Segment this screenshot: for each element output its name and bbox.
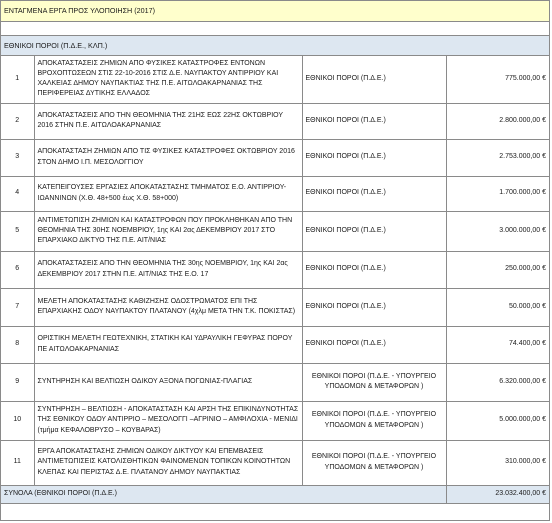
- row-description: ΜΕΛΕΤΗ ΑΠΟΚΑΤΑΣΤΑΣΗΣ ΚΑΘΙΖΗΣΗΣ ΟΔΟΣΤΡΩΜΑΤΟΣ ΕΠΙ ΤΗΣ ΕΠΑΡΧΙΑΚΗΣ ΟΔΟΥ ΝΑΥΠΑΚΤΟΥ ΠΛΑΤΑΝΟΥ (4χλμ ΜΕΤΑ ΤΗΝ Τ.Κ. ΠΟΚΙΣΤΑΣ): [34, 288, 302, 326]
- table-row: [1, 211, 549, 251]
- section-header: [1, 36, 549, 56]
- row-number: 9: [1, 363, 34, 401]
- row-funding-source: ΕΘΝΙΚΟΙ ΠΟΡΟΙ (Π.Δ.Ε.): [302, 139, 446, 176]
- table-row: [1, 103, 549, 139]
- row-amount: 74.400,00 €: [446, 326, 549, 363]
- row-amount: 775.000,00 €: [446, 56, 549, 103]
- row-description: ΚΑΤΕΠΕΙΓΟΥΣΕΣ ΕΡΓΑΣΙΕΣ ΑΠΟΚΑΤΑΣΤΑΣΗΣ ΤΜΗΜΑΤΟΣ Ε.Ο. ΑΝΤΙΡΡΙΟΥ-ΙΩΑΝΝΙΝΩΝ (Χ.Θ. 48+500 έως Χ.Θ. 58+000): [34, 176, 302, 211]
- row-description: ΑΝΤΙΜΕΤΩΠΙΣΗ ΖΗΜΙΩΝ ΚΑΙ ΚΑΤΑΣΤΡΟΦΩΝ ΠΟΥ ΠΡΟΚΛΗΘΗΚΑΝ ΑΠΟ ΤΗΝ ΘΕΟΜΗΝΙΑ ΤΗΣ 30ΗΣ ΝΟΕΜΒΡΙΟΥ, 1ης ΚΑΙ 2ας ΔΕΚΕΜΒΡΙΟΥ 2017 ΣΤΟ ΕΠΑΡΧΙΑΚΟ ΔΙΚΤΥΟ ΤΗΣ Π.Ε. ΑΙΤ/ΝΙΑΣ: [34, 211, 302, 251]
- row-number: 11: [1, 440, 34, 485]
- row-description: ΣΥΝΤΗΡΗΣΗ – ΒΕΛΤΙΩΣΗ - ΑΠΟΚΑΤΑΣΤΑΣΗ ΚΑΙ ΑΡΣΗ ΤΗΣ ΕΠΙΚΙΝΔΥΝΟΤΗΤΑΣ ΤΗΣ ΕΘΝΙΚΟΥ ΟΔΟΥ ΑΝΤΙΡΡΙΟ – ΜΕΣΟΛΟΓΓΙ –ΑΓΡΙΝΙΟ – ΑΜΦΙΛΟΧΙΑ - ΜΕΝΙΔΙ (τμήμα ΚΕΦΑΛΟΒΡΥΣΟ – ΚΟΥΒΑΡΑΣ): [34, 401, 302, 440]
- row-amount: 50.000,00 €: [446, 288, 549, 326]
- row-funding-source: ΕΘΝΙΚΟΙ ΠΟΡΟΙ (Π.Δ.Ε.): [302, 326, 446, 363]
- row-amount: 1.700.000,00 €: [446, 176, 549, 211]
- totals-amount: 23.032.400,00 €: [446, 485, 549, 503]
- row-amount: 2.753.000,00 €: [446, 139, 549, 176]
- row-funding-source: ΕΘΝΙΚΟΙ ΠΟΡΟΙ (Π.Δ.Ε.): [302, 56, 446, 103]
- table-row: [1, 440, 549, 485]
- row-description: ΑΠΟΚΑΤΑΣΤΑΣΗ ΖΗΜΙΩΝ ΑΠΟ ΤΙΣ ΦΥΣΙΚΕΣ ΚΑΤΑΣΤΡΟΦΕΣ ΟΚΤΩΒΡΙΟΥ 2016 ΣΤΟΝ ΔΗΜΟ Ι.Π. ΜΕΣΟΛΟΓΓΙΟΥ: [34, 139, 302, 176]
- document-title: [1, 1, 549, 22]
- table-row: [1, 251, 549, 288]
- row-funding-source: ΕΘΝΙΚΟΙ ΠΟΡΟΙ (Π.Δ.Ε.): [302, 288, 446, 326]
- row-amount: 2.800.000,00 €: [446, 103, 549, 139]
- table-row: [1, 288, 549, 326]
- row-number: 2: [1, 103, 34, 139]
- table-row: [1, 56, 549, 103]
- totals-label: ΣΥΝΟΛΑ (ΕΘΝΙΚΟΙ ΠΟΡΟΙ (Π.Δ.Ε.): [1, 485, 446, 503]
- table-row: [1, 363, 549, 401]
- table-row: [1, 401, 549, 440]
- row-amount: 310.000,00 €: [446, 440, 549, 485]
- row-number: 4: [1, 176, 34, 211]
- row-funding-source: ΕΘΝΙΚΟΙ ΠΟΡΟΙ (Π.Δ.Ε.): [302, 176, 446, 211]
- row-description: ΑΠΟΚΑΤΑΣΤΑΣΕΙΣ ΖΗΜΙΩΝ ΑΠΟ ΦΥΣΙΚΕΣ ΚΑΤΑΣΤΡΟΦΕΣ ΕΝΤΟΝΩΝ ΒΡΟΧΟΠΤΩΣΕΩΝ ΣΤΙΣ 22-10-2016 ΣΤΙΣ Δ.Ε. ΝΑΥΠΑΚΤΟΥ ΑΝΤΙΡΡΙΟΥ ΚΑΙ ΧΑΛΚΕΙΑΣ ΔΗΜΟΥ ΝΑΥΠΑΚΤΙΑΣ ΤΗΣ Π.Ε. ΑΙΤΩΛΟΑΚΑΡΝΑΝΙΑΣ ΤΗΣ ΠΕΡΙΦΕΡΕΙΑΣ ΔΥΤΙΚΗΣ ΕΛΛΑΔΟΣ: [34, 56, 302, 103]
- row-funding-source: ΕΘΝΙΚΟΙ ΠΟΡΟΙ (Π.Δ.Ε.): [302, 211, 446, 251]
- row-funding-source: ΕΘΝΙΚΟΙ ΠΟΡΟΙ (Π.Δ.Ε. - ΥΠΟΥΡΓΕΙΟ ΥΠΟΔΟΜΩΝ & ΜΕΤΑΦΟΡΩΝ ): [302, 401, 446, 440]
- row-number: 1: [1, 56, 34, 103]
- row-amount: 3.000.000,00 €: [446, 211, 549, 251]
- row-funding-source: ΕΘΝΙΚΟΙ ΠΟΡΟΙ (Π.Δ.Ε.): [302, 103, 446, 139]
- table-row: [1, 139, 549, 176]
- row-description: ΟΡΙΣΤΙΚΗ ΜΕΛΕΤΗ ΓΕΩΤΕΧΝΙΚΗ, ΣΤΑΤΙΚΗ ΚΑΙ ΥΔΡΑΥΛΙΚΗ ΓΕΦΥΡΑΣ ΠΟΡΟΥ ΠΕ ΑΙΤΩΛΟΑΚΑΡΝΑΝΙΑΣ: [34, 326, 302, 363]
- row-amount: 6.320.000,00 €: [446, 363, 549, 401]
- row-number: 7: [1, 288, 34, 326]
- projects-table: [1, 56, 549, 504]
- row-description: ΕΡΓΑ ΑΠΟΚΑΤΑΣΤΑΣΗΣ ΖΗΜΙΩΝ ΟΔΙΚΟΥ ΔΙΚΤΥΟΥ ΚΑΙ ΕΠΕΜΒΑΣΕΙΣ ΑΝΤΙΜΕΤΩΠΙΣΕΙΣ ΚΑΤΟΛΙΣΘΗΤΙΚΩΝ ΦΑΙΝΟΜΕΝΩΝ ΤΟΠΙΚΩΝ ΚΟΙΝΟΤΗΤΩΝ ΚΛΕΠΑΣ ΚΑΙ ΠΕΡΙΣΤΑΣ Δ.Ε. ΠΛΑΤΑΝΟΥ ΔΗΜΟΥ ΝΑΥΠΑΚΤΙΑΣ: [34, 440, 302, 485]
- row-amount: 250.000,00 €: [446, 251, 549, 288]
- row-description: ΣΥΝΤΗΡΗΣΗ ΚΑΙ ΒΕΛΤΙΩΣΗ ΟΔΙΚΟΥ ΑΞΟΝΑ ΠΟΓΩΝΙΑΣ-ΠΛΑΓΙΑΣ: [34, 363, 302, 401]
- table-row: [1, 176, 549, 211]
- row-number: 6: [1, 251, 34, 288]
- row-description: ΑΠΟΚΑΤΑΣΤΑΣΕΙΣ ΑΠΟ ΤΗΝ ΘΕΟΜΗΝΙΑ ΤΗΣ 30ης ΝΟΕΜΒΡΙΟΥ, 1ης ΚΑΙ 2ας ΔΕΚΕΜΒΡΙΟΥ 2017 ΣΤΗΝ Π.Ε. ΑΙΤ/ΝΙΑΣ ΤΗΣ Ε.Ο. 17: [34, 251, 302, 288]
- spacer-row: [1, 22, 549, 36]
- row-description: ΑΠΟΚΑΤΑΣΤΑΣΕΙΣ ΑΠΟ ΤΗΝ ΘΕΟΜΗΝΙΑ ΤΗΣ 21ΗΣ ΕΩΣ 22ΗΣ ΟΚΤΩΒΡΙΟΥ 2016 ΣΤΗΝ Π.Ε. ΑΙΤΩΛΟΑΚΑΡΝΑΝΙΑΣ: [34, 103, 302, 139]
- row-funding-source: ΕΘΝΙΚΟΙ ΠΟΡΟΙ (Π.Δ.Ε. - ΥΠΟΥΡΓΕΙΟ ΥΠΟΔΟΜΩΝ & ΜΕΤΑΦΟΡΩΝ ): [302, 440, 446, 485]
- row-number: 3: [1, 139, 34, 176]
- row-number: 10: [1, 401, 34, 440]
- document-title-text: ΕΝΤΑΓΜΕΝΑ ΕΡΓΑ ΠΡΟΣ ΥΛΟΠΟΙΗΣΗ (2017): [4, 6, 155, 16]
- table-row: [1, 326, 549, 363]
- section-header-text: ΕΘΝΙΚΟΙ ΠΟΡΟΙ (Π.Δ.Ε., ΚΛΠ.): [4, 40, 108, 50]
- row-number: 8: [1, 326, 34, 363]
- row-funding-source: ΕΘΝΙΚΟΙ ΠΟΡΟΙ (Π.Δ.Ε.): [302, 251, 446, 288]
- row-number: 5: [1, 211, 34, 251]
- row-amount: 5.000.000,00 €: [446, 401, 549, 440]
- totals-row: [1, 485, 549, 503]
- row-funding-source: ΕΘΝΙΚΟΙ ΠΟΡΟΙ (Π.Δ.Ε. - ΥΠΟΥΡΓΕΙΟ ΥΠΟΔΟΜΩΝ & ΜΕΤΑΦΟΡΩΝ ): [302, 363, 446, 401]
